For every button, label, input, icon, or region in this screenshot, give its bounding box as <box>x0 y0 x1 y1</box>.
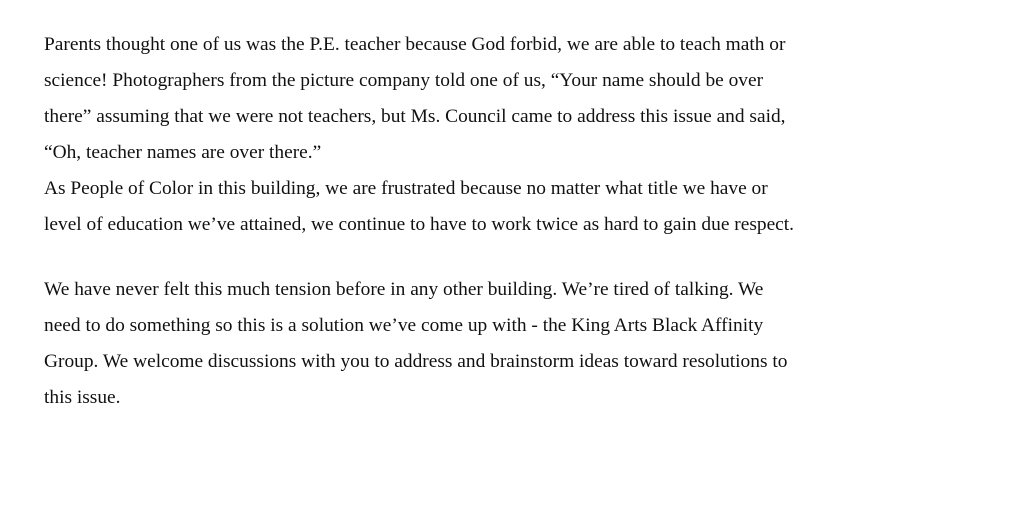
text-line: We have never felt this much tension before in any other building. We’re tired of talking. We <box>44 279 764 300</box>
text-line: this issue. <box>44 387 121 408</box>
paragraph-3 <box>44 272 974 416</box>
text-line: Group. We welcome discussions with you to address and brainstorm ideas toward resolutions to <box>44 351 788 372</box>
paragraph-1 <box>44 27 974 171</box>
text-line: “Oh, teacher names are over there.” <box>44 142 322 163</box>
document-body <box>44 27 974 416</box>
text-line: level of education we’ve attained, we continue to have to work twice as hard to gain due respect. <box>44 214 795 235</box>
text-line: there” assuming that we were not teachers, but Ms. Council came to address this issue and said, <box>44 106 786 127</box>
text-line: Parents thought one of us was the P.E. teacher because God forbid, we are able to teach math or <box>44 34 786 55</box>
text-line: science! Photographers from the picture company told one of us, “Your name should be over <box>44 70 764 91</box>
text-line: As People of Color in this building, we are frustrated because no matter what title we have or <box>44 178 768 199</box>
text-line: need to do something so this is a solution we’ve come up with - the King Arts Black Affinity <box>44 315 764 336</box>
paragraph-2 <box>44 171 974 243</box>
paragraph-spacer <box>44 243 974 272</box>
